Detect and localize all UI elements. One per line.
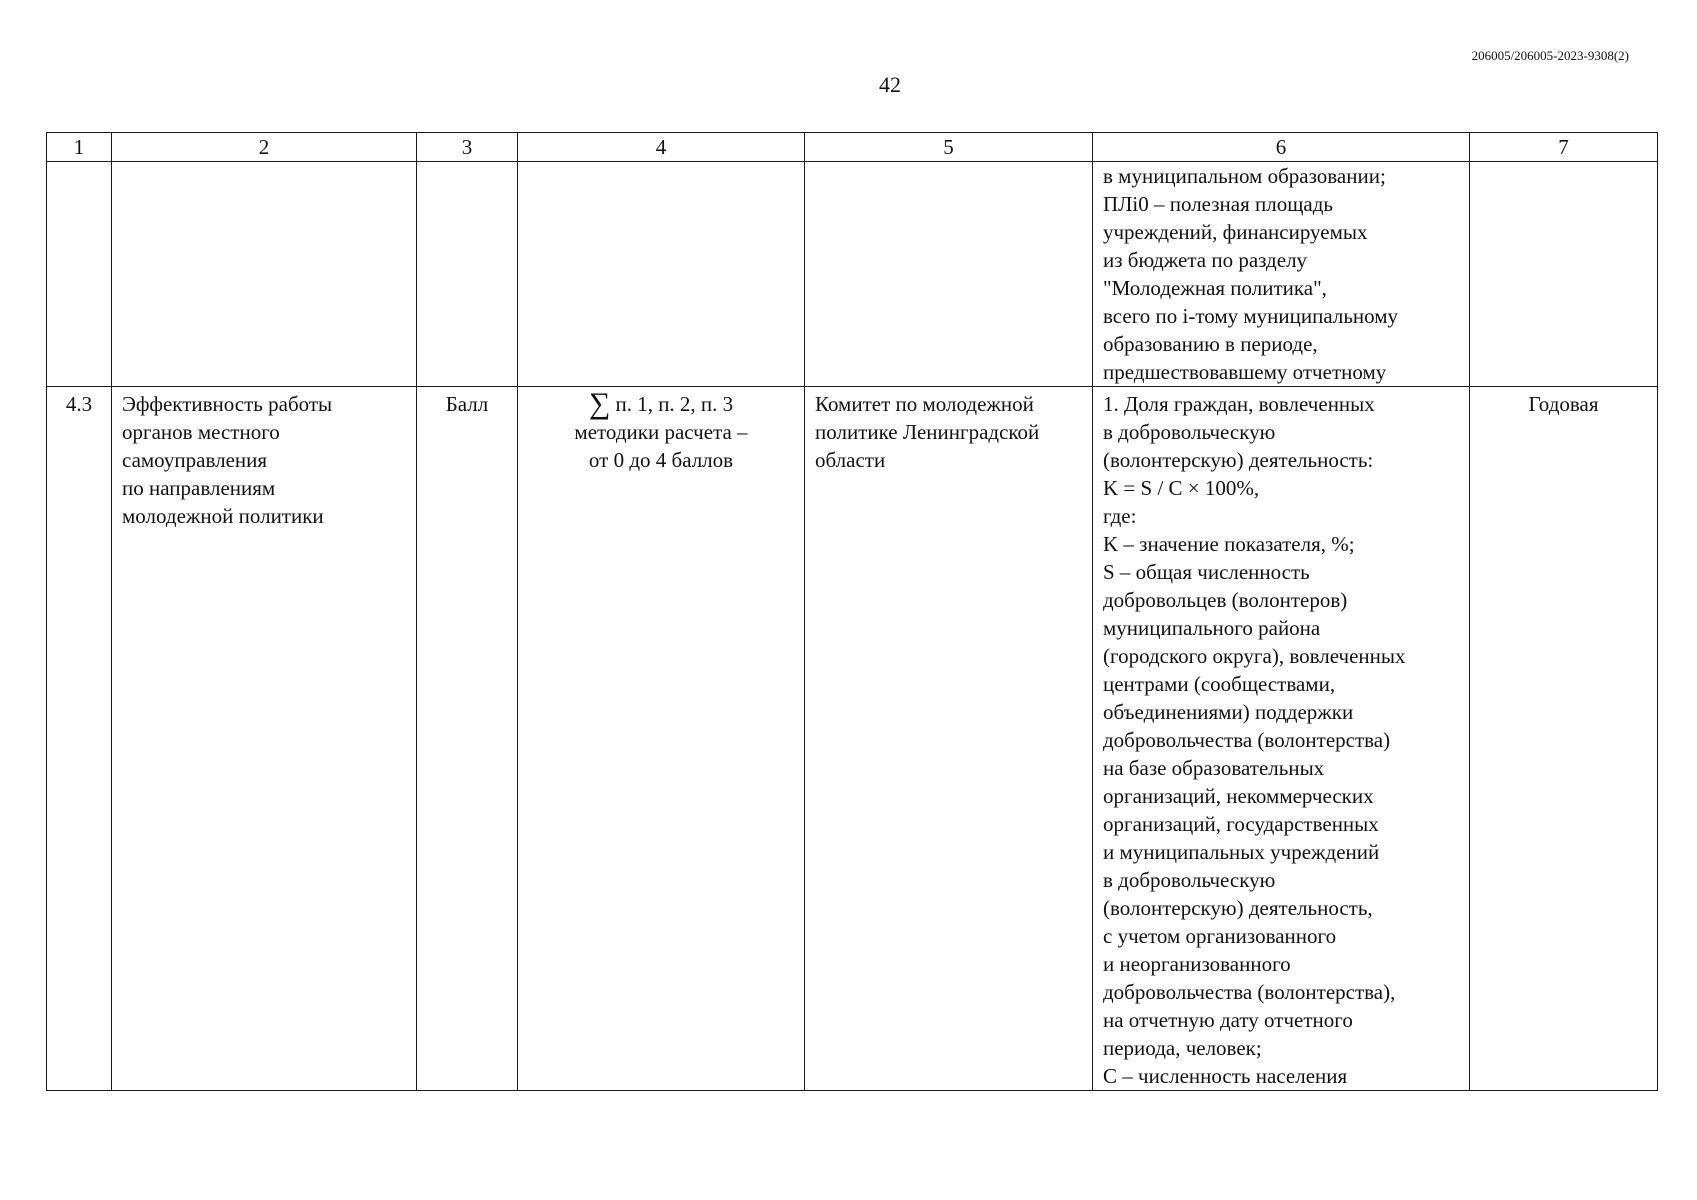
cell-empty — [417, 162, 518, 387]
cell-empty — [1470, 162, 1658, 387]
indicator-table — [46, 132, 1658, 1091]
calculation-method-continued: в муниципальном образовании; ПЛi0 – полезная площадь учреждений, финансируемых из бюджета по разделу "Молодежная политика", всего по i-тому муниципальному образованию в периоде, предшествовавшему отчетному — [1093, 162, 1470, 387]
cell-empty — [47, 162, 112, 387]
document-id: 206005/206005-2023-9308(2) — [1471, 48, 1629, 63]
page-number: 42 — [879, 72, 901, 97]
column-number: 1 — [47, 133, 112, 162]
column-number: 4 — [518, 133, 805, 162]
column-number: 6 — [1093, 133, 1470, 162]
column-number: 3 — [417, 133, 518, 162]
column-number: 7 — [1470, 133, 1658, 162]
sum-formula — [528, 387, 794, 420]
formula-cell — [518, 387, 805, 1091]
table-row-4-3 — [47, 387, 1658, 1091]
indicator-name: Эффективность работы органов местного самоуправления по направлениям молодежной политики — [112, 387, 417, 1091]
column-number: 5 — [805, 133, 1093, 162]
sigma-symbol: ∑ — [588, 387, 611, 420]
unit: Балл — [417, 387, 518, 1091]
row-number: 4.3 — [47, 387, 112, 1091]
sum-terms: п. 1, п. 2, п. 3 — [615, 392, 734, 416]
responsible-body: Комитет по молодежной политике Ленинградской области — [805, 387, 1093, 1091]
cell-empty — [805, 162, 1093, 387]
continuation-row — [47, 162, 1658, 387]
periodicity: Годовая — [1470, 387, 1658, 1091]
cell-empty — [112, 162, 417, 387]
column-number: 2 — [112, 133, 417, 162]
calculation-method: 1. Доля граждан, вовлеченных в добровольческую (волонтерскую) деятельность: K = S / C × 100%, где: K – значение показателя, %; S – общая численность добровольцев (волонтеров) муниципального района (городского округа), вовлеченных центрами (сообществами, объединениями) поддержки добровольчества (волонтерства) на базе образовательных организаций, некоммерческих организаций, государственных и муниципальных учреждений в добровольческую (волонтерскую) деятельность, с учетом организованного и неорганизованного добровольчества (волонтерства), на отчетную дату отчетного периода, человек; C – численность населения — [1093, 387, 1470, 1091]
cell-empty — [518, 162, 805, 387]
formula-description: методики расчета – от 0 до 4 баллов — [574, 420, 748, 472]
column-numbers-row — [47, 133, 1658, 162]
